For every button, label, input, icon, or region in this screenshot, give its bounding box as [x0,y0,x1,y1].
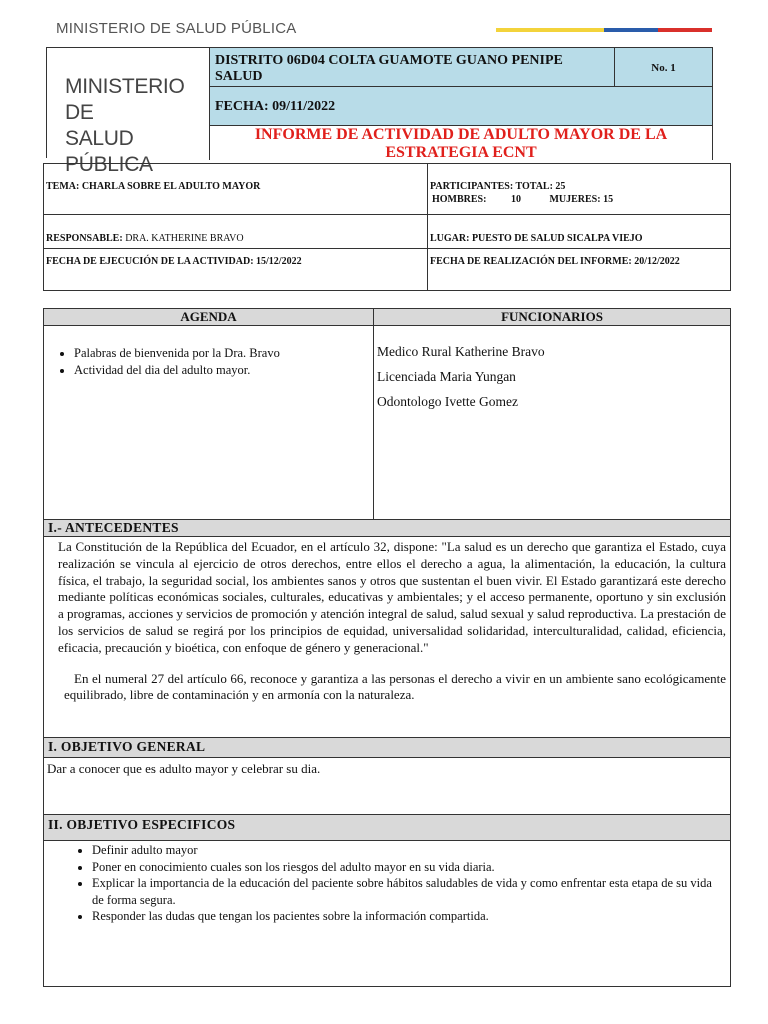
agenda-item: • Palabras de bienvenida por la Dra. Bravo [74,345,373,362]
report-title: INFORME DE ACTIVIDAD DE ADULTO MAYOR DE LA ESTRATEGIA ECNT [209,125,713,160]
agenda-header: AGENDA [43,308,374,326]
objetivo-item: • Definir adulto mayor [92,842,720,859]
antecedentes-paragraph: La Constitución de la República del Ecuador, en el artículo 32, dispone: "La salud es un derecho que garantiza el Estado, cuya realización se vincula al ejercicio de otros derechos, entre ellos el derecho a agua, la alimentación, la educación, la cultura física, el trabajo, la seguridad social, los ambientes sanos y otros que sustentan el buen vivir. El Estado garantizará este derecho mediante políticas económicas sociales, culturales, educativas y ambientales; y el acceso permanente, oportuno y sin exclusión a programas, acciones y servicios de promoción y atención integral de salud, salud sexual y salud reproductiva. La prestación de los servicios de salud se regirá por los principios de equidad, universalidad solidaridad, interculturalidad, calidad, eficiencia, eficacia, precaución y bioética, con enfoque de género y generacional." [58,539,726,655]
fecha-informe-cell [427,248,731,291]
responsable-label: RESPONSABLE: [46,233,123,244]
ministry-logo: MINISTERIO DE SALUD PÚBLICA [65,75,185,176]
objetivo-item: • Poner en conocimiento cuales son los riesgos del adulto mayor en su vida diaria. [92,859,720,876]
lugar-cell [427,214,731,249]
logo-box [46,47,210,176]
responsable-value: DRA. KATHERINE BRAVO [125,233,244,244]
antecedentes-paragraph: En el numeral 27 del artículo 66, reconoce y garantiza a las personas el derecho a vivir en un ambiente sano ecológicamente equilibrado, libre de contaminación y en armonía con la naturaleza. [64,670,726,703]
flag-stripe-red [658,28,712,32]
objetivos-especificos-header: II. OBJETIVO ESPECIFICOS [43,814,731,841]
agenda-item: • Actividad del dia del adulto mayor. [74,362,373,379]
agenda-list [44,345,373,378]
objetivo-item: • Explicar la importancia de la educación del paciente sobre hábitos saludables de vida y como enfrentar esta etapa de su vida de forma segura. [92,875,720,908]
report-date: FECHA: 09/11/2022 [209,86,713,126]
lugar-text: LUGAR: PUESTO DE SALUD SICALPA VIEJO [430,233,643,244]
antecedentes-body [43,536,731,738]
funcionario-item: Medico Rural Katherine Bravo [377,344,545,359]
objetivos-especificos-body [43,840,731,987]
hombres-label: HOMBRES: [432,194,487,205]
funcionarios-header: FUNCIONARIOS [373,308,731,326]
objetivo-general-body [43,757,731,815]
participantes-cell [427,163,731,215]
fecha-informe-text: FECHA DE REALIZACIÓN DEL INFORME: 20/12/2022 [430,256,680,267]
objetivo-item: • Responder las dudas que tengan los pacientes sobre la información compartida. [92,908,720,925]
objetivos-list [44,842,730,925]
funcionarios-cell [373,325,731,520]
objetivo-general-text: Dar a conocer que es adulto mayor y celebrar su dia. [47,761,321,776]
responsable-cell [43,214,428,249]
mujeres-value: MUJERES: 15 [549,194,614,205]
tema-cell [43,163,428,215]
participantes-total: PARTICIPANTES: TOTAL: 25 [430,181,566,192]
agenda-cell [43,325,374,520]
tema-text: TEMA: CHARLA SOBRE EL ADULTO MAYOR [46,181,261,192]
funcionario-item: Licenciada Maria Yungan [377,369,516,384]
ministry-header-text: MINISTERIO DE SALUD PÚBLICA [56,20,297,37]
hombres-value: 10 [510,194,521,205]
objetivo-general-header: I. OBJETIVO GENERAL [43,737,731,758]
flag-stripe-yellow [496,28,604,32]
funcionario-item: Odontologo Ivette Gomez [377,394,518,409]
report-number: No. 1 [614,47,713,87]
fecha-ejecucion-cell [43,248,428,291]
fecha-ejecucion-text: FECHA DE EJECUCIÓN DE LA ACTIVIDAD: 15/12/2022 [46,256,302,267]
district-name: DISTRITO 06D04 COLTA GUAMOTE GUANO PENIPE SALUD [209,47,615,87]
antecedentes-header: I.- ANTECEDENTES [43,519,731,537]
flag-stripe-blue [604,28,658,32]
